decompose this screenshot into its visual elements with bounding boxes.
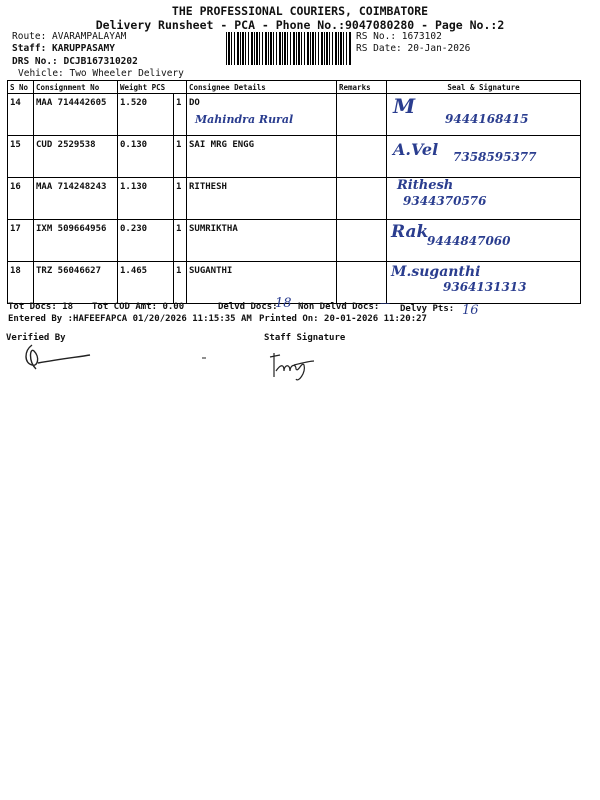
col-remarks: Remarks [337, 81, 387, 94]
cell-pcs: 1 [174, 94, 187, 136]
handwritten-phone: 9444168415 [445, 112, 529, 126]
delvd-docs-label: Delvd Docs: [218, 302, 278, 312]
tot-docs: Tot Docs: 18 [8, 302, 74, 312]
delvy-pts-handwritten: 16 [462, 303, 479, 318]
cell-sno: 15 [8, 136, 34, 178]
cell-remarks [337, 262, 387, 304]
table-row [8, 94, 581, 136]
route-label: Route: AVARAMPALAYAM [12, 31, 127, 42]
cell-remarks [337, 136, 387, 178]
cell-pcs: 1 [174, 136, 187, 178]
cell-weight: 1.130 [118, 178, 174, 220]
delvd-docs-handwritten: 18 [275, 296, 292, 311]
barcode [226, 32, 352, 65]
document-subtitle: Delivery Runsheet - PCA - Phone No.:9047080280 - Page No.:2 [95, 18, 505, 32]
handwritten-signature: M [393, 94, 416, 118]
cell-consignee: DO Mahindra Rural [187, 94, 337, 136]
col-seal-signature: Seal & Signature [387, 81, 581, 94]
cell-consignment: IXM 509664956 [34, 220, 118, 262]
col-consignee: Consignee Details [187, 81, 337, 94]
cell-signature [387, 262, 581, 304]
handwritten-phone: 7358595377 [453, 150, 537, 164]
cell-pcs: 1 [174, 220, 187, 262]
cell-remarks [337, 94, 387, 136]
tot-cod-amt: Tot COD Amt: 0.00 [92, 302, 185, 312]
table-row [8, 262, 581, 304]
verified-by-label: Verified By [6, 333, 66, 343]
cell-consignee: SUMRIKTHA [187, 220, 337, 262]
cell-weight: 1.465 [118, 262, 174, 304]
table-row [8, 136, 581, 178]
drs-number: DRS No.: DCJB167310202 [12, 56, 138, 67]
cell-weight: 1.520 [118, 94, 174, 136]
cell-pcs: 1 [174, 262, 187, 304]
cell-sno: 14 [8, 94, 34, 136]
cell-signature [387, 94, 581, 136]
col-sno: S No [8, 81, 34, 94]
cell-consignee: SAI MRG ENGG [187, 136, 337, 178]
rs-number: RS No.: 1673102 [356, 31, 442, 42]
printed-on: Printed On: 20-01-2026 11:20:27 [259, 314, 427, 324]
handwritten-phone: 9344370576 [403, 194, 487, 208]
cell-consignee: RITHESH [187, 178, 337, 220]
staff-signature-label: Staff Signature [264, 333, 346, 343]
staff-label: Staff: KARUPPASAMY [12, 43, 115, 54]
cell-consignment: CUD 2529538 [34, 136, 118, 178]
delvy-pts-label: Delvy Pts: [400, 304, 455, 314]
handwritten-signature: A.Vel [393, 140, 439, 159]
cell-consignment: MAA 714248243 [34, 178, 118, 220]
cell-consignee: SUGANTHI [187, 262, 337, 304]
cell-sno: 17 [8, 220, 34, 262]
cell-sno: 18 [8, 262, 34, 304]
table-row [8, 220, 581, 262]
cell-signature [387, 178, 581, 220]
handwritten-name: Mahindra Rural [195, 113, 294, 126]
runsheet-table [7, 80, 581, 304]
staff-signature-icon [268, 347, 318, 387]
cell-signature [387, 220, 581, 262]
cell-weight: 0.230 [118, 220, 174, 262]
document-title: THE PROFESSIONAL COURIERS, COIMBATORE [171, 4, 429, 18]
cell-signature [387, 136, 581, 178]
col-weight-pcs: Weight PCS [118, 81, 187, 94]
cell-remarks [337, 220, 387, 262]
non-delvd-handwritten: — [380, 298, 390, 309]
cell-weight: 0.130 [118, 136, 174, 178]
cell-sno: 16 [8, 178, 34, 220]
verifier-signature-icon [20, 343, 210, 373]
cell-consignment: TRZ 56046627 [34, 262, 118, 304]
rs-date: RS Date: 20-Jan-2026 [356, 43, 471, 54]
table-header-row [8, 81, 581, 94]
table-row [8, 178, 581, 220]
cell-consignment: MAA 714442605 [34, 94, 118, 136]
handwritten-signature: Rak [391, 222, 429, 242]
handwritten-signature: Rithesh [397, 178, 454, 193]
vehicle-label: Vehicle: Two Wheeler Delivery [18, 68, 184, 79]
entered-by: Entered By :HAFEEFAPCA 01/20/2026 11:15:35 AM [8, 314, 252, 324]
cell-remarks [337, 178, 387, 220]
handwritten-phone: 9444847060 [427, 234, 511, 248]
non-delvd-docs-label: Non Delvd Docs: [298, 302, 380, 312]
cell-pcs: 1 [174, 178, 187, 220]
handwritten-phone: 9364131313 [443, 280, 527, 294]
col-consignment: Consignment No [34, 81, 118, 94]
handwritten-signature: M.suganthi [391, 264, 481, 280]
